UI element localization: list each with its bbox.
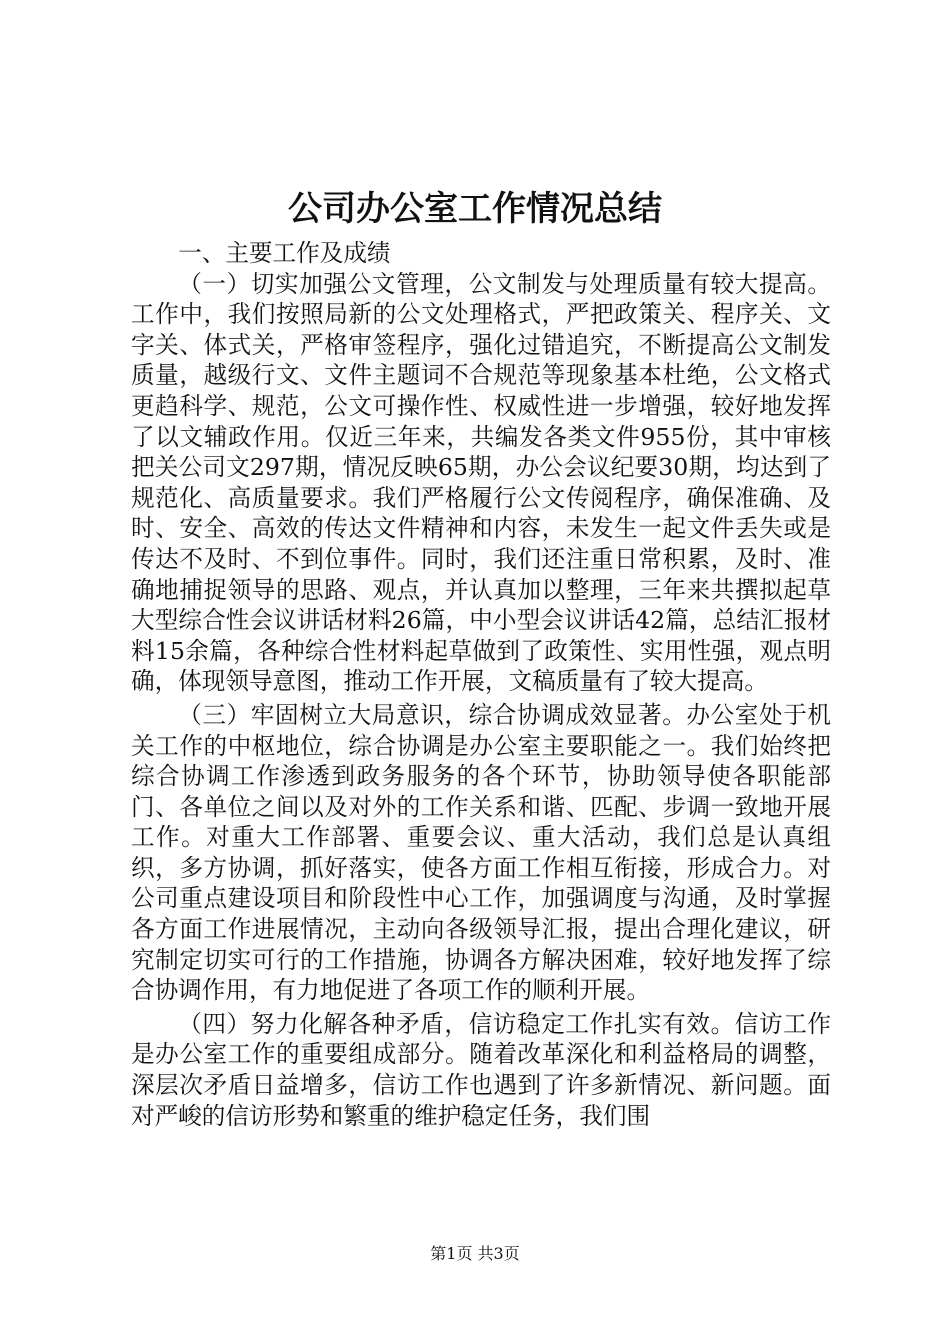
section-heading: 一、主要工作及成绩 bbox=[178, 239, 391, 267]
document-title: 公司办公室工作情况总结 bbox=[288, 189, 662, 229]
paragraph-coordination: （三）牢固树立大局意识，综合协调成效显著。办公室处于机关工作的中枢地位，综合协调是办公室主要职能之一。我们始终把综合协调工作渗透到政务服务的各个环节，协助领导使各职能部门、各单位之间以及对外的工作关系和谐、匹配、步调一致地开展工作。对重大工作部署、重要会议、重大活动，我们总是认真组织，多方协调，抓好落实，使各方面工作相互衔接，形成合力。对公司重点建设项目和阶段性中心工作，加强调度与沟通，及时掌握各方面工作进展情况，主动向各级领导汇报，提出合理化建议，研究制定切实可行的工作措施，协调各方解决困难，较好地发挥了综合协调作用，有力地促进了各项工作的顺利开展。 bbox=[131, 700, 831, 1005]
document-body bbox=[131, 238, 831, 1131]
page-number-footer: 第1页 共3页 bbox=[430, 1244, 520, 1263]
paragraph-petition-stability: （四）努力化解各种矛盾，信访稳定工作扎实有效。信访工作是办公室工作的重要组成部分。随着改革深化和利益格局的调整，深层次矛盾日益增多，信访工作也遇到了许多新情况、新问题。面对严峻的信访形势和繁重的维护稳定任务，我们围 bbox=[131, 1009, 831, 1130]
paragraph-official-documents: （一）切实加强公文管理，公文制发与处理质量有较大提高。工作中，我们按照局新的公文处理格式，严把政策关、程序关、文字关、体式关，严格审签程序，强化过错追究，不断提高公文制发质量，越级行文、文件主题词不合规范等现象基本杜绝，公文格式更趋科学、规范，公文可操作性、权威性进一步增强，较好地发挥了以文辅政作用。仅近三年来，共编发各类文件955份，其中审核把关公司文297期，情况反映65期，办公会议纪要30期，均达到了规范化、高质量要求。我们严格履行公文传阅程序，确保准确、及时、安全、高效的传达文件精神和内容，未发生一起文件丢失或是传达不及时、不到位事件。同时，我们还注重日常积累，及时、准确地捕捉领导的思路、观点，并认真加以整理，三年来共撰拟起草大型综合性会议讲话材料26篇，中小型会议讲话42篇，总结汇报材料15余篇，各种综合性材料起草做到了政策性、实用性强，观点明确，体现领导意图，推动工作开展，文稿质量有了较大提高。 bbox=[131, 269, 831, 696]
